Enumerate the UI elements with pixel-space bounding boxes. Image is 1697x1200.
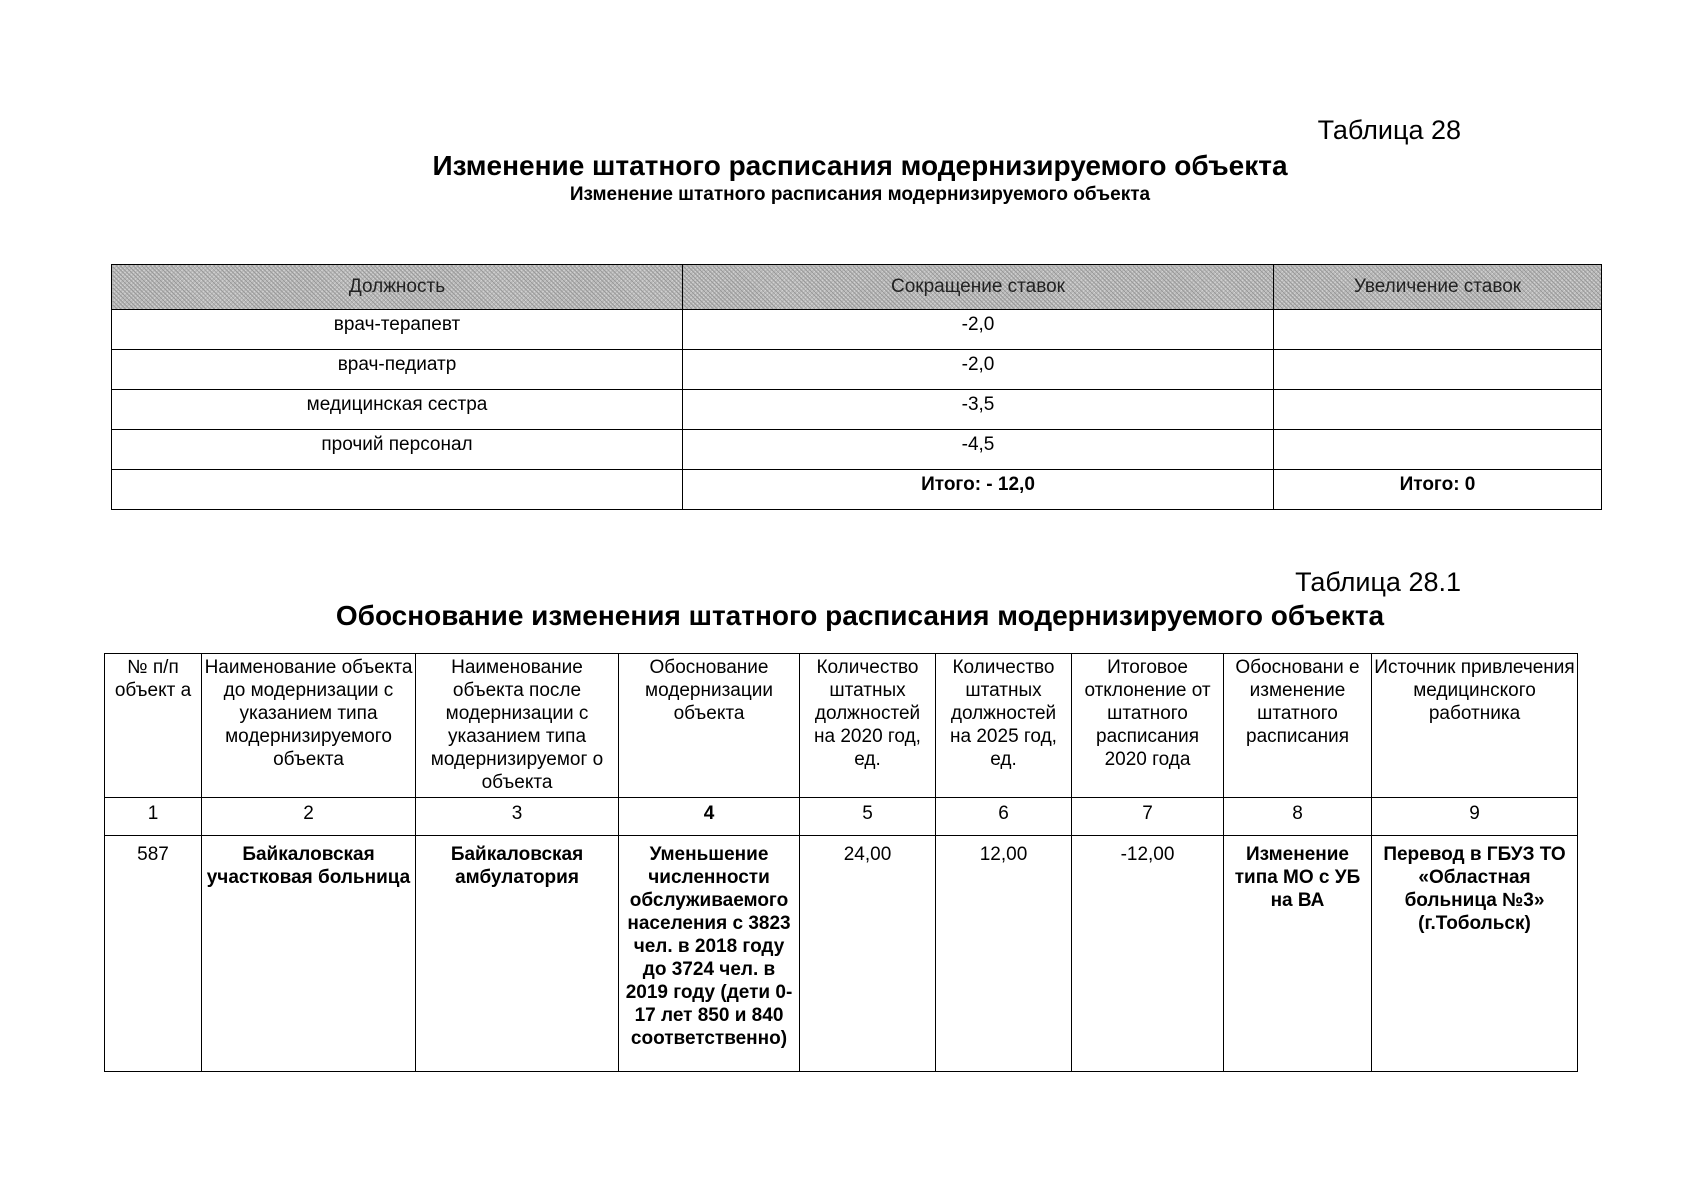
header-justification: Обоснование модернизации объекта: [619, 654, 800, 798]
column-number: 3: [416, 798, 619, 836]
column-number: 9: [1372, 798, 1578, 836]
cell-position: прочий персонал: [112, 430, 683, 470]
header-increase: Увеличение ставок: [1274, 265, 1602, 310]
staffing-changes-table: [111, 264, 1602, 510]
cell-increase: [1274, 350, 1602, 390]
column-number: 8: [1224, 798, 1372, 836]
cell-name-after: Байкаловская амбулатория: [416, 836, 619, 1072]
header-object-number: № п/п объект а: [105, 654, 202, 798]
table-header-row: [112, 265, 1602, 310]
column-number: 4: [619, 798, 800, 836]
header-change-reason: Обосновани е изменение штатного расписания: [1224, 654, 1372, 798]
column-numbers-row: [105, 798, 1578, 836]
table-28-1-caption: Таблица 28.1: [1295, 567, 1461, 597]
cell-count-2020: 24,00: [800, 836, 936, 1072]
table-28-1-title: Обоснование изменения штатного расписания модернизируемого объекта: [335, 600, 1385, 631]
cell-total-increase: Итого: 0: [1274, 470, 1602, 510]
column-number: 2: [202, 798, 416, 836]
header-position: Должность: [112, 265, 683, 310]
cell-increase: [1274, 430, 1602, 470]
cell-reduction: -4,5: [683, 430, 1274, 470]
cell-total-reduction: Итого: - 12,0: [683, 470, 1274, 510]
table-28-title: Изменение штатного расписания модернизируемого объекта: [432, 150, 1288, 181]
cell-reduction: -2,0: [683, 350, 1274, 390]
cell-reduction: -3,5: [683, 390, 1274, 430]
cell-position: медицинская сестра: [112, 390, 683, 430]
staffing-justification-table: [104, 653, 1578, 1072]
cell-justification: Уменьшение численности обслуживаемого населения с 3823 чел. в 2018 году до 3724 чел. в 2019 году (дети 0-17 лет 850 и 840 соответственно): [619, 836, 800, 1072]
cell-increase: [1274, 310, 1602, 350]
cell-source: Перевод в ГБУЗ ТО «Областная больница №3» (г.Тобольск): [1372, 836, 1578, 1072]
header-name-after: Наименование объекта после модернизации с указанием типа модернизируемог о объекта: [416, 654, 619, 798]
cell-change-reason: Изменение типа МО с УБ на ВА: [1224, 836, 1372, 1072]
header-count-2020: Количество штатных должностей на 2020 год, ед.: [800, 654, 936, 798]
cell-name-before: Байкаловская участковая больница: [202, 836, 416, 1072]
cell-position: врач-педиатр: [112, 350, 683, 390]
cell-increase: [1274, 390, 1602, 430]
header-name-before: Наименование объекта до модернизации с указанием типа модернизируемого объекта: [202, 654, 416, 798]
table-row: [112, 390, 1602, 430]
header-deviation: Итоговое отклонение от штатного расписания 2020 года: [1072, 654, 1224, 798]
table-28-caption: Таблица 28: [1317, 115, 1461, 145]
column-number: 6: [936, 798, 1072, 836]
column-number: 1: [105, 798, 202, 836]
cell-reduction: -2,0: [683, 310, 1274, 350]
column-number: 5: [800, 798, 936, 836]
column-number: 7: [1072, 798, 1224, 836]
header-source: Источник привлечения медицинского работника: [1372, 654, 1578, 798]
header-reduction: Сокращение ставок: [683, 265, 1274, 310]
table-row: [112, 430, 1602, 470]
table-row: [112, 310, 1602, 350]
table-row: [105, 836, 1578, 1072]
cell-object-number: 587: [105, 836, 202, 1072]
cell-total-label: [112, 470, 683, 510]
header-count-2025: Количество штатных должностей на 2025 год, ед.: [936, 654, 1072, 798]
cell-count-2025: 12,00: [936, 836, 1072, 1072]
cell-deviation: -12,00: [1072, 836, 1224, 1072]
table-header-row: [105, 654, 1578, 798]
total-row: [112, 470, 1602, 510]
cell-position: врач-терапевт: [112, 310, 683, 350]
table-row: [112, 350, 1602, 390]
table-28-subtitle: Изменение штатного расписания модернизируемого объекта: [569, 184, 1151, 205]
